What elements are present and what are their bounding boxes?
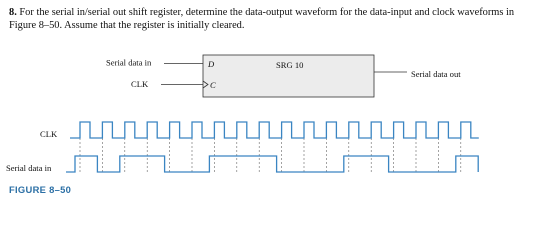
problem-number: 8. <box>9 7 17 18</box>
timing-guides <box>80 138 461 172</box>
block-clk-label: CLK <box>131 79 149 89</box>
clock-waveform <box>70 122 479 138</box>
problem-text: For the serial in/serial out shift register, determine the data-output waveform for the data-input and clock waveforms in Figure 8–50. Assume that the register is initially cleared. <box>9 7 515 31</box>
c-pin-label: C <box>210 80 216 90</box>
serial-out-label: Serial data out <box>411 69 461 79</box>
data-waveform <box>66 156 478 172</box>
serial-in-label: Serial data in <box>106 57 152 68</box>
figure-caption: FIGURE 8–50 <box>9 184 72 195</box>
data-waveform-label: Serial data in <box>6 163 52 173</box>
register-name: SRG 10 <box>276 60 304 70</box>
clk-waveform-label: CLK <box>40 129 58 139</box>
d-pin-label: D <box>208 59 215 69</box>
